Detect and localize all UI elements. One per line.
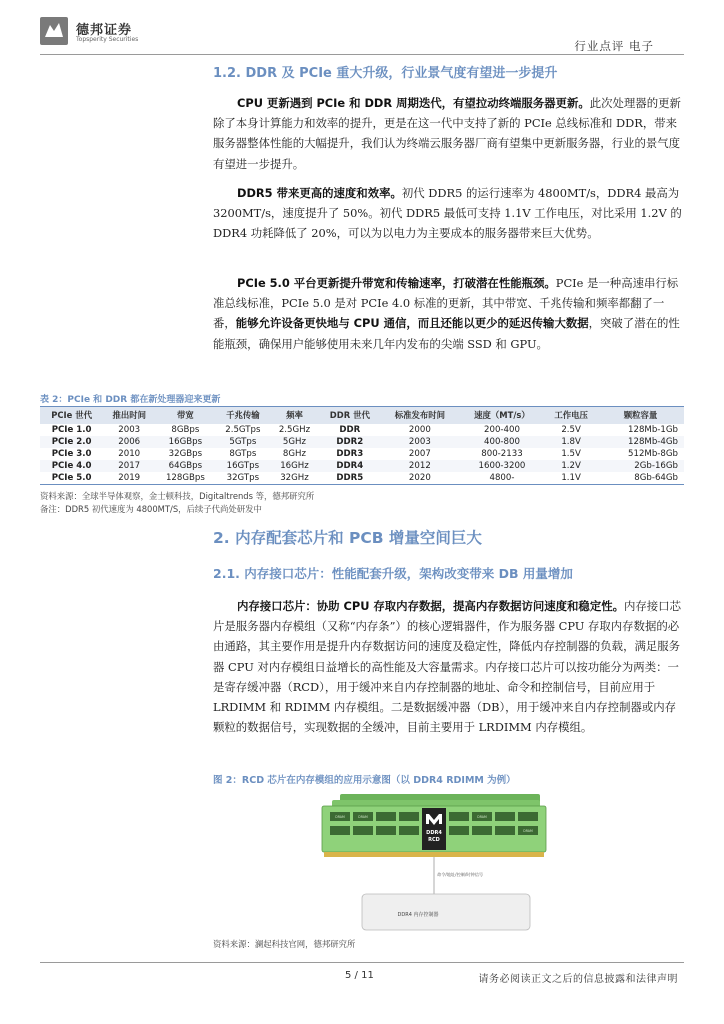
svg-text:DRAM: DRAM [477,815,487,819]
table-cell: PCIe 2.0 [40,436,103,448]
table-cell: 16GBps [155,436,215,448]
table-cell: 2020 [381,472,459,485]
table-cell: 1.2V [545,460,597,472]
table-header-cell: 颗粒容量 [597,407,684,424]
page-number: 5 / 11 [345,970,374,981]
logo-cn: 德邦证券 [76,23,133,38]
table-cell: 32GBps [168,448,203,459]
table-cell: 400-800 [459,436,545,448]
table-header-cell: 频率 [270,407,319,424]
table-cell: 5GHz [270,436,319,448]
table-cell: 128Mb-4Gb [597,436,684,448]
company-logo [40,17,190,47]
table-cell: PCIe 1.0 [51,424,92,435]
table-header-cell: 带宽 [155,407,215,424]
paragraph-cpu-update [213,93,683,174]
table-cell: 2003 [381,436,459,448]
paragraph-lead: PCIe 5.0 平台更新提升带宽和传输速率，打破潜在性能瓶颈。 [237,276,556,290]
table-remark: 备注：DDR5 初代速度为 4800MT/S，后续子代尚处研发中 [40,504,262,514]
section-heading-1-2: 1.2. DDR 及 PCIe 重大升级，行业景气度有望进一步提升 [213,66,558,81]
table-cell: 512Mb-8Gb [628,448,678,459]
rcd-diagram [318,790,563,938]
table-cell: PCIe 4.0 [40,460,103,472]
paragraph-ddr5 [213,183,683,244]
table-cell: 5GTps [216,436,271,448]
table-cell: 2019 [103,472,155,485]
paragraph-body: 此次处理器的更新除了本身计算能力和效率的提升，更是在这一代中支持了新的 PCIe 总线标准和 DDR，带来服务器整体性能的大幅提升，我们认为终端云服务器厂商有望集中更新服务器，行业的景气度有望进一步提升。 [213,96,681,171]
figure-title: 图 2：RCD 芯片在内存模组的应用示意图（以 DDR4 RDIMM 为例） [213,775,516,786]
svg-text:DRAM: DRAM [523,829,533,833]
table-row [40,460,684,472]
table-row [40,436,684,448]
table-cell: DDR2 [319,436,381,448]
table-cell: 2.5GTps [225,424,261,435]
paragraph-body-end: ，突破了潜在的性能瓶颈，确保用户能够使用未来几年内发布的尖端 SSD 和 GPU。 [213,316,680,351]
table-source: 资料来源：全球半导体观察，金士顿科技，Digitaltrends 等，德邦研究所 [40,491,315,501]
table-cell: 32GTps [216,472,271,485]
table-header-cell: 工作电压 [545,407,597,424]
logo-en: Topsperity Securities [76,36,139,43]
table-cell: 2Gb-16Gb [597,460,684,472]
table-cell: PCIe 5.0 [40,472,103,485]
logo-mark-icon [40,17,68,45]
table-row [40,472,684,485]
paragraph-lead: CPU 更新遇到 PCIe 和 DDR 周期迭代，有望拉动终端服务器更新。 [237,96,590,110]
header-divider [40,54,684,55]
table-cell: PCIe 3.0 [51,448,92,459]
table-row [40,424,684,436]
paragraph-lead: DDR5 带来更高的速度和效率。 [237,186,402,200]
table-cell: 8GBps [171,424,200,435]
table-cell: 2006 [103,436,155,448]
paragraph-body: PCIe 是一种高速串行标准总线标准，PCIe 5.0 是对 PCIe 4.0 标准的更新，其中带宽、千兆传输和频率都翻了一番， [213,276,679,331]
table-header-cell: 速度（MT/s） [459,407,545,424]
paragraph-pcie5 [213,273,683,354]
report-category: 行业点评 电子 [574,39,654,53]
rcd-chip-label-2: RCD [428,837,440,843]
table-header-cell: DDR 世代 [319,407,381,424]
table-cell: 2000 [408,424,431,435]
table-cell: 2007 [408,448,431,459]
rcd-chip-label-1: DDR4 [426,830,442,836]
rcd-chip [422,808,446,850]
table-cell: 2.5V [561,424,581,435]
memory-controller-box [362,894,530,930]
table-cell: DDR4 [319,460,381,472]
table-cell: 1.5V [561,448,581,459]
table-cell: 1600-3200 [459,460,545,472]
footer-disclaimer: 请务必阅读正文之后的信息披露和法律声明 [478,974,678,985]
signal-label: 命令/地址/控制/时钟信号 [437,872,484,877]
figure-source: 资料来源：澜起科技官网，德邦研究所 [213,939,356,949]
memory-controller-label: DDR4 内存控制器 [397,912,439,918]
table-cell: 8Gb-64Gb [597,472,684,485]
table-cell: DDR3 [336,448,364,459]
table-header-cell: 推出时间 [103,407,155,424]
table-cell: 4800- [459,472,545,485]
paragraph-interface-chip [213,596,683,737]
table-cell: 2010 [118,448,141,459]
table-cell: 8GHz [282,448,307,459]
pcie-ddr-table [40,406,684,485]
table-cell: 1.1V [545,472,597,485]
table-cell: 128GBps [155,472,215,485]
table-header-cell: PCIe 世代 [40,407,103,424]
table-row [40,448,684,460]
table-cell: 2003 [118,424,141,435]
svg-text:DRAM: DRAM [358,815,368,819]
table-title: 表 2：PCIe 和 DDR 都在新处理器迎来更新 [40,395,221,405]
paragraph-emphasis: 能够允许设备更快地与 CPU 通信，而且还能以更少的延迟传输大数据 [235,316,589,331]
module-contacts [324,852,544,857]
table-cell: DDR5 [319,472,381,485]
table-header-row [40,407,684,424]
table-cell: 32GHz [270,472,319,485]
table-cell: 16GTps [216,460,271,472]
table-cell: 1.8V [545,436,597,448]
table-cell: 2017 [103,460,155,472]
footer-divider [40,962,684,963]
section-heading-2-1: 2.1. 内存接口芯片：性能配套升级，架构改变带来 DB 用量增加 [213,566,573,581]
table-cell: 800-2133 [481,448,523,459]
paragraph-body: 内存接口芯片是服务器内存模组（又称“内存条”）的核心逻辑器件，作为服务器 CPU 存取内存数据的必由通路，其主要作用是提升内存数据访问的速度及稳定性，降低内存控制器的负载，满足服务器 CPU 对内存模组日益增长的高性能及大容量需求。内存接口芯片可以按功能分为两类：一是寄存缓冲器（RCD），用于缓冲来自内存控制器的地址、命令和控制信号，目前应用于 LRDIMM 和 RDIMM 内存模组。二是数据缓冲器（DB），用于缓冲来自内存控制器或内存颗粒的数据信号，实现数据的全缓冲，目前主要用于 LRDIMM 内存模组。 [213,599,681,735]
paragraph-body: 初代 DDR5 的运行速率为 4800MT/s，DDR4 最高为 3200MT/s，速度提升了 50%。初代 DDR5 最低可支持 1.1V 工作电压，对比采用 1.2V 的 DDR4 功耗降低了 20%，可以为以电力为主要成本的服务器带来巨大优势。 [213,186,682,241]
table-cell: 200-400 [484,424,520,435]
table-cell: DDR [339,424,361,435]
paragraph-lead: 内存接口芯片：协助 CPU 存取内存数据，提高内存数据访问速度和稳定性。 [237,599,624,613]
table-cell: 128Mb-1Gb [628,424,678,435]
table-cell: 16GHz [270,460,319,472]
table-cell: 2.5GHz [278,424,311,435]
table-header-cell: 千兆传输 [216,407,271,424]
table-cell: 2012 [381,460,459,472]
svg-text:DRAM: DRAM [335,815,345,819]
section-heading-2: 2. 内存配套芯片和 PCB 增量空间巨大 [213,529,482,547]
table-cell: 8GTps [229,448,257,459]
table-cell: 64GBps [155,460,215,472]
table-header-cell: 标准发布时间 [381,407,459,424]
